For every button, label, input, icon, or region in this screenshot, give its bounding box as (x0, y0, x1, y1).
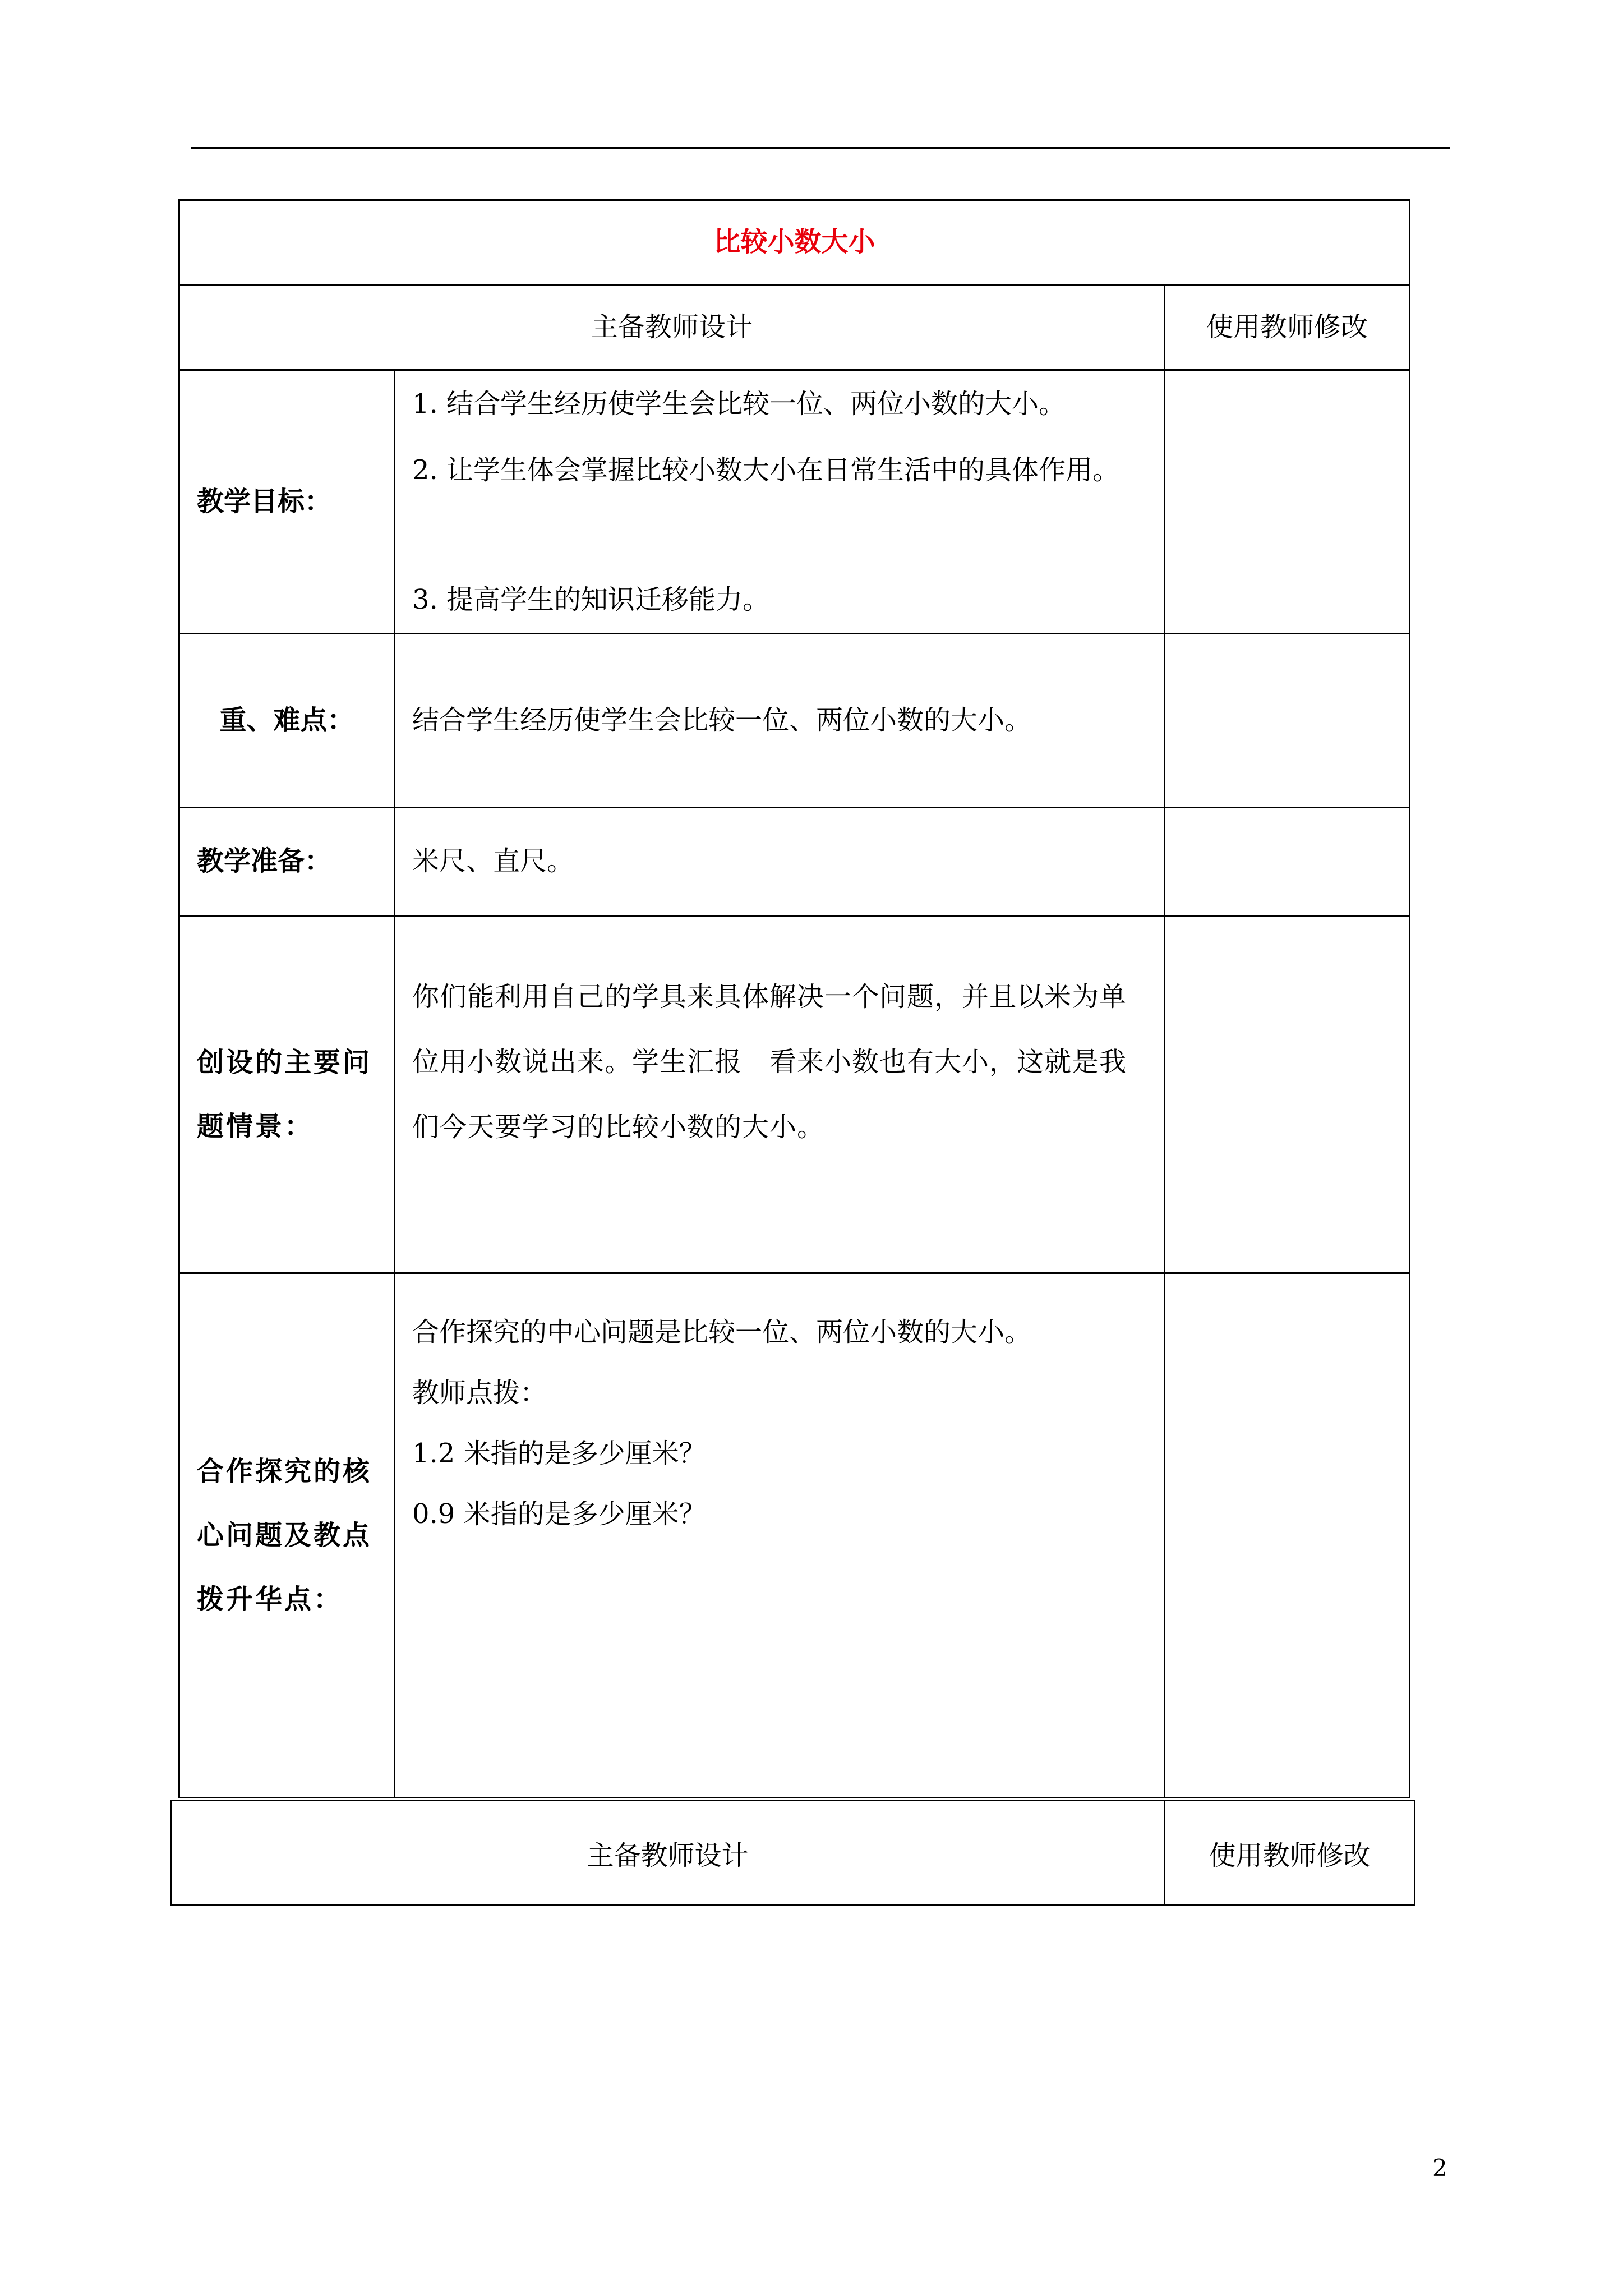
lesson-title: 比较小数大小 (179, 200, 1410, 285)
preparation-row (179, 808, 1410, 916)
core-label-line: 心问题及教点 (197, 1520, 372, 1551)
key-points-label: 重、难点： (179, 634, 395, 808)
header-rule (191, 147, 1450, 149)
core-line: 1.2 米指的是多少厘米？ (412, 1438, 706, 1469)
footer-header-table (170, 1800, 1415, 1906)
lesson-plan-table (178, 199, 1410, 1798)
goal-item: 2. 让学生体会掌握比较小数大小在日常生活中的具体作用。 (412, 454, 1120, 486)
scene-label-line: 题情景： (197, 1111, 314, 1142)
core-label-line: 拨升华点： (197, 1584, 343, 1615)
key-points-content: 结合学生经历使学生会比较一位、两位小数的大小。 (395, 634, 1165, 808)
preparation-label: 教学准备： (179, 808, 395, 916)
preparation-modify-cell (1165, 808, 1410, 916)
preparation-content: 米尺、直尺。 (395, 808, 1165, 916)
column-header-row (179, 285, 1410, 370)
modify-header: 使用教师修改 (1165, 285, 1410, 370)
goals-modify-cell (1165, 370, 1410, 634)
scene-line: 你们能利用自己的学具来具体解决一个问题，并且以米为单 (412, 981, 1127, 1013)
goals-content (395, 370, 1165, 634)
footer-modify-header: 使用教师修改 (1165, 1801, 1415, 1906)
goal-item: 1. 结合学生经历使学生会比较一位、两位小数的大小。 (412, 388, 1066, 420)
goals-label: 教学目标： (179, 370, 395, 634)
key-points-modify-cell (1165, 634, 1410, 808)
title-row (179, 200, 1410, 285)
scene-label (179, 916, 395, 1273)
core-content (395, 1273, 1165, 1798)
key-points-row (179, 634, 1410, 808)
scene-line: 们今天要学习的比较小数的大小。 (412, 1111, 825, 1143)
goals-row (179, 370, 1410, 634)
core-line: 0.9 米指的是多少厘米？ (412, 1498, 706, 1530)
scene-label-line: 创设的主要问 (197, 1047, 372, 1078)
page-number: 2 (1432, 2154, 1447, 2182)
scene-modify-cell (1165, 916, 1410, 1273)
scene-line: 位用小数说出来。学生汇报 看来小数也有大小，这就是我 (412, 1046, 1127, 1078)
core-modify-cell (1165, 1273, 1410, 1798)
core-line: 合作探究的中心问题是比较一位、两位小数的大小。 (412, 1317, 1032, 1348)
goal-item: 3. 提高学生的知识迁移能力。 (412, 584, 770, 615)
footer-header-row (171, 1801, 1415, 1906)
core-label (179, 1273, 395, 1798)
core-line: 教师点拨： (412, 1377, 547, 1409)
design-header: 主备教师设计 (179, 285, 1165, 370)
scene-content (395, 916, 1165, 1273)
footer-design-header: 主备教师设计 (171, 1801, 1165, 1906)
core-label-line: 合作探究的核 (197, 1456, 372, 1487)
core-row (179, 1273, 1410, 1798)
scene-row (179, 916, 1410, 1273)
